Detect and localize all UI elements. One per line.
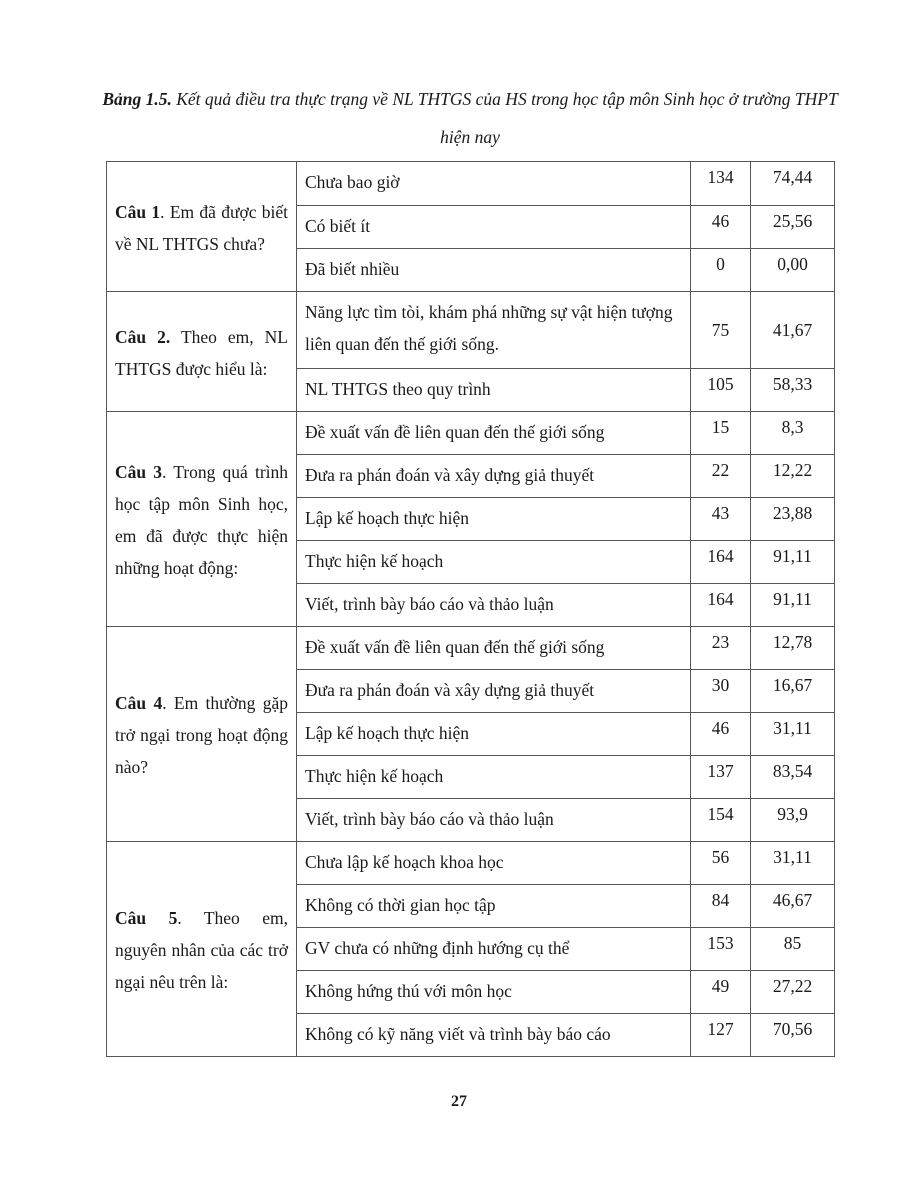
- answer-count: 153: [691, 928, 751, 971]
- answer-count: 43: [691, 498, 751, 541]
- survey-table: [106, 161, 835, 1057]
- answer-option: GV chưa có những định hướng cụ thể: [297, 928, 691, 971]
- table-row: [107, 292, 835, 369]
- answer-count: 30: [691, 670, 751, 713]
- answer-count: 0: [691, 249, 751, 292]
- answer-percent: 83,54: [751, 756, 835, 799]
- answer-option: Có biết ít: [297, 206, 691, 249]
- answer-percent: 23,88: [751, 498, 835, 541]
- answer-count: 22: [691, 455, 751, 498]
- answer-option: Lập kế hoạch thực hiện: [297, 713, 691, 756]
- answer-option: Thực hiện kế hoạch: [297, 756, 691, 799]
- table-row: [107, 627, 835, 670]
- question-cell: [107, 842, 297, 1057]
- answer-count: 164: [691, 541, 751, 584]
- answer-option: Không có kỹ năng viết và trình bày báo cáo: [297, 1014, 691, 1057]
- answer-count: 105: [691, 369, 751, 412]
- question-cell: [107, 292, 297, 412]
- answer-percent: 16,67: [751, 670, 835, 713]
- answer-percent: 12,78: [751, 627, 835, 670]
- answer-option: Lập kế hoạch thực hiện: [297, 498, 691, 541]
- answer-option: Viết, trình bày báo cáo và thảo luận: [297, 584, 691, 627]
- table-row: [107, 842, 835, 885]
- answer-percent: 8,3: [751, 412, 835, 455]
- question-cell: [107, 412, 297, 627]
- answer-count: 56: [691, 842, 751, 885]
- answer-count: 75: [691, 292, 751, 369]
- question-label: Câu 2.: [115, 326, 171, 347]
- answer-option: Năng lực tìm tòi, khám phá những sự vật hiện tượng liên quan đến thế giới sống.: [297, 292, 691, 369]
- answer-percent: 31,11: [751, 842, 835, 885]
- answer-percent: 46,67: [751, 885, 835, 928]
- answer-option: Đưa ra phán đoán và xây dựng giả thuyết: [297, 670, 691, 713]
- page-number: 27: [451, 1093, 467, 1110]
- answer-percent: 58,33: [751, 369, 835, 412]
- answer-percent: 93,9: [751, 799, 835, 842]
- question-cell: [107, 627, 297, 842]
- question-text: . Trong quá trình học tập môn Sinh học, em đã được thực hiện những hoạt động:: [115, 462, 289, 578]
- question-label: Câu 1: [115, 201, 161, 222]
- question-text: Theo em, NL THTGS được hiểu là:: [115, 326, 288, 379]
- answer-percent: 85: [751, 928, 835, 971]
- table-row: [107, 412, 835, 455]
- answer-count: 154: [691, 799, 751, 842]
- answer-option: Đưa ra phán đoán và xây dựng giả thuyết: [297, 455, 691, 498]
- answer-percent: 0,00: [751, 249, 835, 292]
- answer-percent: 91,11: [751, 584, 835, 627]
- question-cell: [107, 162, 297, 292]
- answer-percent: 91,11: [751, 541, 835, 584]
- caption-label: Bảng 1.5.: [102, 89, 172, 109]
- answer-count: 127: [691, 1014, 751, 1057]
- question-label: Câu 3: [115, 462, 163, 482]
- answer-percent: 12,22: [751, 455, 835, 498]
- answer-count: 84: [691, 885, 751, 928]
- answer-percent: 70,56: [751, 1014, 835, 1057]
- answer-percent: 41,67: [751, 292, 835, 369]
- answer-option: Không hứng thú với môn học: [297, 971, 691, 1014]
- question-text: . Theo em, nguyên nhân của các trở ngại nêu trên là:: [115, 908, 288, 992]
- answer-count: 134: [691, 162, 751, 206]
- question-label: Câu 4: [115, 693, 163, 713]
- survey-table-body: [107, 162, 835, 1057]
- question-text: . Em đã được biết về NL THTGS chưa?: [115, 201, 288, 254]
- question-label: Câu 5: [115, 908, 178, 928]
- answer-option: Chưa lập kế hoạch khoa học: [297, 842, 691, 885]
- answer-percent: 27,22: [751, 971, 835, 1014]
- answer-count: 46: [691, 206, 751, 249]
- answer-count: 49: [691, 971, 751, 1014]
- answer-option: Viết, trình bày báo cáo và thảo luận: [297, 799, 691, 842]
- answer-percent: 74,44: [751, 162, 835, 206]
- answer-option: NL THTGS theo quy trình: [297, 369, 691, 412]
- answer-count: 15: [691, 412, 751, 455]
- answer-percent: 31,11: [751, 713, 835, 756]
- answer-option: Đã biết nhiều: [297, 249, 691, 292]
- answer-count: 23: [691, 627, 751, 670]
- question-text: . Em thường gặp trở ngại trong hoạt động nào?: [115, 693, 288, 777]
- answer-option: Đề xuất vấn đề liên quan đến thế giới sống: [297, 412, 691, 455]
- answer-option: Đề xuất vấn đề liên quan đến thế giới sống: [297, 627, 691, 670]
- answer-option: Thực hiện kế hoạch: [297, 541, 691, 584]
- answer-count: 46: [691, 713, 751, 756]
- table-row: [107, 162, 835, 206]
- table-caption: [100, 80, 840, 156]
- caption-text: Kết quả điều tra thực trạng về NL THTGS của HS trong học tập môn Sinh học ở trường THPT hiện nay: [176, 89, 838, 147]
- answer-count: 137: [691, 756, 751, 799]
- answer-option: Chưa bao giờ: [297, 162, 691, 206]
- answer-option: Không có thời gian học tập: [297, 885, 691, 928]
- answer-count: 164: [691, 584, 751, 627]
- answer-percent: 25,56: [751, 206, 835, 249]
